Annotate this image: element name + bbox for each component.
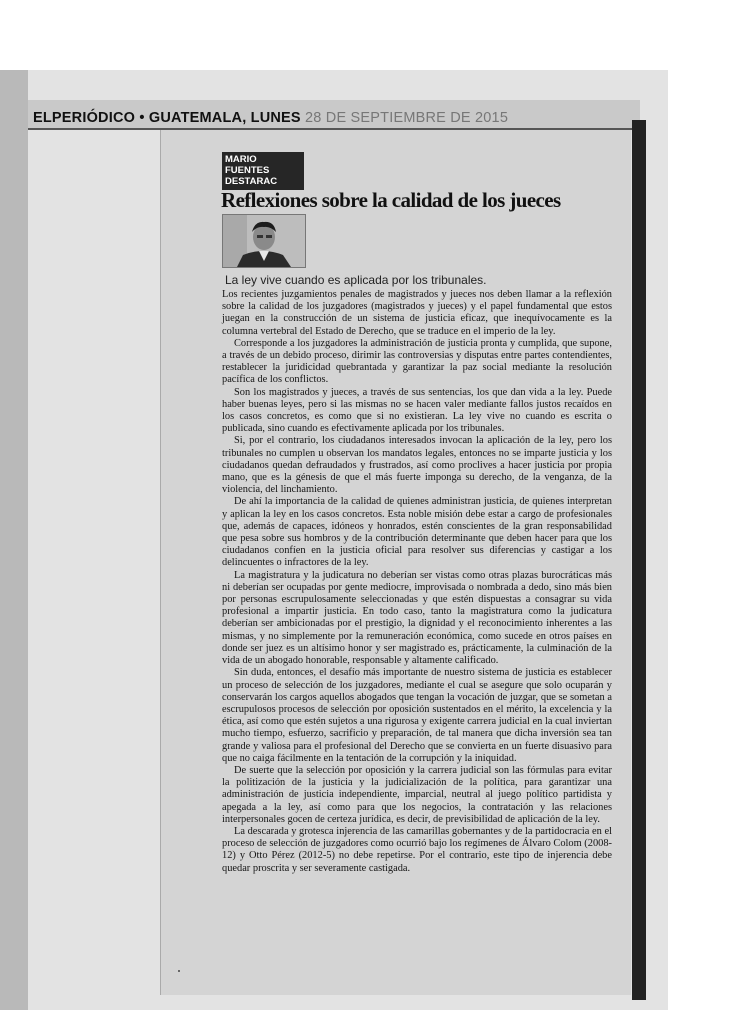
scan-speck <box>178 970 180 972</box>
masthead <box>33 110 633 126</box>
article-body <box>222 289 612 875</box>
article-paragraph: De suerte que la selección por oposición y la carrera judicial son las fórmulas para evitar la politización de la justicia y la judicialización de la política, para garantizar una administración de justicia independiente, imparcial, neutral al juego político partidista y apegada a la ley, así como para que los negocios, la contratación y las relaciones interpersonales gocen de certeza jurídica, es decir, de previsibilidad de aplicación de la ley. <box>222 764 612 825</box>
masthead-paper: ELPERIÓDICO <box>33 110 136 126</box>
article-subtitle: La ley vive cuando es aplicada por los tribunales. <box>225 273 487 287</box>
article-paragraph: Corresponde a los juzgadores la administración de justicia pronta y cumplida, que supone, a través de un debido proceso, dirimir las controversias y disputas entre partes contendientes, restablecer la juridicidad quebrantada y garantizar la paz social mediante la resolución pacífica de los conflictos. <box>222 337 612 386</box>
author-byline: MARIO FUENTES DESTARAC <box>222 152 304 190</box>
masthead-date: 28 DE SEPTIEMBRE DE 2015 <box>305 110 509 126</box>
masthead-location-day: GUATEMALA, LUNES <box>148 110 306 126</box>
scan-margin-left <box>0 70 28 1010</box>
masthead-separator: • <box>135 110 149 126</box>
article-paragraph: De ahí la importancia de la calidad de quienes administran justicia, de quienes interpretan y aplican la ley en los casos concretos. Esta noble misión debe estar a cargo de profesionales que, además de capaces, idóneos y honrados, estén conscientes de la gran responsabilidad que pesa sobre sus hombros y de la contribución determinante que deben hacer para que los ciudadanos confíen en la justicia oficial para resolver sus diferencias y castigar a los delincuentes o infractores de la ley. <box>222 496 612 569</box>
author-portrait-icon <box>223 215 305 267</box>
article-paragraph: Son los magistrados y jueces, a través de sus sentencias, los que dan vida a la ley. Puede haber buenas leyes, pero si las mismas no se hacen valer mediante fallos justos recaídos en los casos concretos, es como que si no existieran. La ley vive no cuando es escrita o publicada, sino cuando es efectivamente aplicada por los tribunales. <box>222 386 612 435</box>
article-paragraph: Los recientes juzgamientos penales de magistrados y jueces nos deben llamar a la reflexión sobre la calidad de los juzgadores (magistrados y jueces) y el papel fundamental que estos juegan en la construcción de un sistema de justicia eficaz, que inequívocamente es la columna vertebral del Estado de Derecho, que se traduce en el imperio de la ley. <box>222 289 612 337</box>
article-paragraph: Sin duda, entonces, el desafío más importante de nuestro sistema de justicia es establecer un proceso de selección de los juzgadores, mediante el cual se asegure que solo ocuparán y conservarán los cargos aquellos abogados que tengan la vocación de juzgar, que se sometan a escrupulosos procesos de selección por oposición sustentados en el mérito, la excelencia y la ética, así como que estén sujetos a una rigurosa y exigente carrera judicial en la cual inviertan mucho tiempo, esfuerzo, sacrificio y preparación, de tal manera que dicha inversión sea tan grande y valiosa para el profesional del Derecho que se convierta en un fuerte disuasivo para que no caiga fácilmente en la tentación de la corrupción y la iniquidad. <box>222 667 612 764</box>
article-paragraph: La magistratura y la judicatura no deberían ser vistas como otras plazas burocráticas más ni deberían ser ocupadas por gente mediocre, improvisada o nombrada a dedo, sino más bien por personas escrupulosamente seleccionadas y que estén dispuestas a consagrar su vida profesional a impartir justicia. En todo caso, tanto la magistratura como la judicatura deberían ser ambicionadas por el prestigio, la dignidad y el reconocimiento inherentes a las mismas, y no simplemente por la remuneración económica, como sucede en otros países en donde ser juez es un altísimo honor y ser magistrado es, prácticamente, la culminación de la vida de un abogado honorable, responsable y altamente calificado. <box>222 569 612 667</box>
article-title: Reflexiones sobre la calidad de los jueces <box>221 188 561 212</box>
scan-shadow-bar <box>632 120 646 1000</box>
author-photo <box>222 214 306 268</box>
article-paragraph: La descarada y grotesca injerencia de las camarillas gobernantes y de la partidocracia en el proceso de selección de juzgadores como ocurrió bajo los regímenes de Álvaro Colom (2008-12) y Otto Pérez (2012-5) no debe repetirse. Por el contrario, este tipo de injerencia debe quedar proscrita y ser severamente castigada. <box>222 825 612 874</box>
article-paragraph: Si, por el contrario, los ciudadanos interesados invocan la aplicación de la ley, pero los tribunales no cumplen u observan los mandatos legales, entonces no se imparte justicia y los ciudadanos quedan defraudados y frustrados, así como proclives a hacer justicia por propia mano, que es la génesis de que el más fuerte imponga su derecho, de la venganza, de la violencia, del linchamiento. <box>222 435 612 496</box>
